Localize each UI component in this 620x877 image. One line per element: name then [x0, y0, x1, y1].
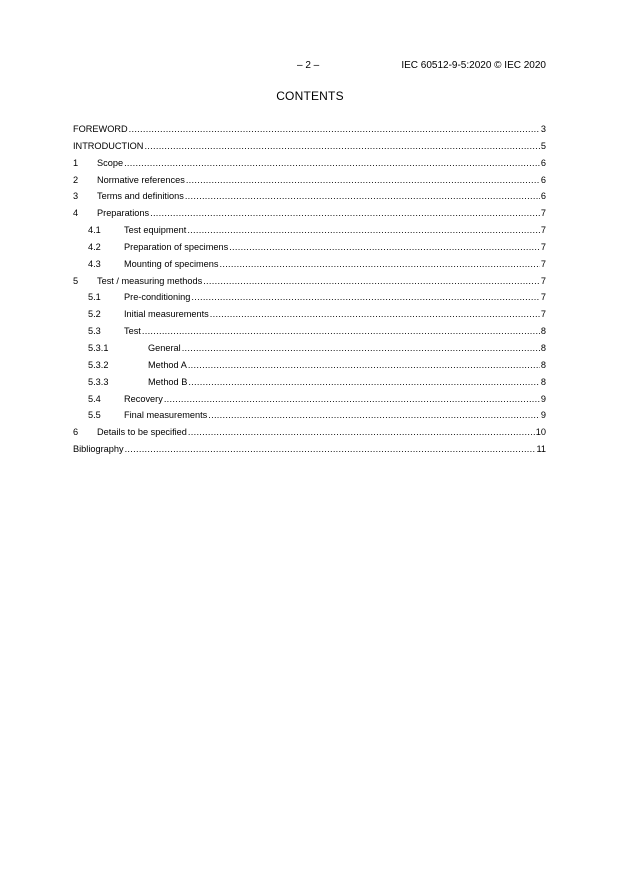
toc-entry-page: 7	[540, 258, 546, 269]
toc-entry-number: 2	[73, 174, 79, 185]
toc-entry-title: Details to be specified	[97, 427, 187, 438]
toc-entry[interactable]	[73, 207, 546, 224]
toc-entry-page: 6	[540, 157, 546, 168]
toc-dot-leader	[144, 140, 539, 152]
toc-entry-title: Initial measurements	[124, 309, 209, 320]
toc-entry-number: 5.5	[88, 410, 101, 421]
toc-entry-page: 6	[540, 191, 546, 202]
toc-entry[interactable]	[73, 409, 546, 426]
toc-dot-leader	[129, 123, 540, 135]
toc-entry[interactable]	[73, 275, 546, 292]
table-of-contents	[73, 123, 546, 460]
toc-entry-number: 5.1	[88, 292, 101, 303]
toc-entry-page: 9	[540, 393, 546, 404]
toc-dot-leader	[150, 207, 540, 219]
toc-entry-page: 7	[540, 208, 546, 219]
toc-entry-title: Preparations	[97, 208, 150, 219]
toc-entry-page: 7	[540, 309, 546, 320]
document-id: IEC 60512-9-5:2020 © IEC 2020	[401, 60, 546, 71]
toc-entry-title: Method B	[148, 376, 188, 387]
toc-dot-leader	[164, 393, 540, 405]
toc-dot-leader	[191, 291, 539, 303]
toc-entry[interactable]	[73, 359, 546, 376]
toc-entry-title: Recovery	[124, 393, 163, 404]
toc-dot-leader	[182, 342, 540, 354]
toc-entry-page: 9	[540, 410, 546, 421]
toc-entry-page: 7	[540, 225, 546, 236]
toc-entry-page: 11	[536, 444, 546, 455]
toc-entry-page: 3	[540, 124, 546, 134]
toc-entry[interactable]	[73, 426, 546, 443]
toc-entry-number: 5.4	[88, 393, 101, 404]
toc-entry[interactable]	[73, 224, 546, 241]
toc-dot-leader	[229, 241, 540, 253]
toc-entry-number: 4.1	[88, 225, 101, 236]
toc-entry[interactable]	[73, 174, 546, 191]
toc-dot-leader	[142, 325, 540, 337]
toc-dot-leader	[185, 190, 540, 202]
toc-entry-number: 5.3.2	[88, 359, 109, 370]
toc-entry-number: 4.3	[88, 258, 101, 269]
toc-entry-page: 8	[540, 326, 546, 337]
toc-entry-page: 7	[540, 241, 546, 252]
toc-entry-title: Test equipment	[124, 225, 187, 236]
toc-dot-leader	[208, 409, 540, 421]
toc-entry[interactable]	[73, 443, 546, 460]
toc-entry-page: 10	[535, 427, 546, 438]
toc-dot-leader	[187, 224, 540, 236]
toc-entry-title: Bibliography	[73, 444, 124, 455]
toc-dot-leader	[186, 174, 540, 186]
toc-dot-leader	[125, 443, 536, 455]
toc-entry-number: 4.2	[88, 241, 101, 252]
page-number: – 2 –	[297, 60, 320, 71]
toc-entry[interactable]	[73, 308, 546, 325]
toc-entry-number: 4	[73, 208, 79, 219]
toc-entry-number: 5.3.1	[88, 342, 109, 353]
toc-entry-number: 5.3.3	[88, 376, 109, 387]
toc-entry-title: Test / measuring methods	[97, 275, 203, 286]
toc-entry-title: Normative references	[97, 174, 185, 185]
toc-entry-title: Final measurements	[124, 410, 208, 421]
toc-entry-page: 8	[540, 359, 546, 370]
contents-title: CONTENTS	[276, 89, 344, 103]
toc-dot-leader	[210, 308, 540, 320]
toc-entry-page: 7	[540, 275, 546, 286]
toc-entry-title: FOREWORD	[73, 124, 128, 134]
toc-entry[interactable]	[73, 241, 546, 258]
toc-entry[interactable]	[73, 190, 546, 207]
toc-entry-number: 5.3	[88, 326, 101, 337]
toc-dot-leader	[219, 258, 539, 270]
toc-entry-title: Test	[124, 326, 141, 337]
toc-entry[interactable]	[73, 342, 546, 359]
toc-entry-page: 7	[540, 292, 546, 303]
toc-entry[interactable]	[73, 123, 546, 140]
toc-entry-title: INTRODUCTION	[73, 140, 144, 151]
toc-entry[interactable]	[73, 258, 546, 275]
toc-entry-number: 5.2	[88, 309, 101, 320]
toc-dot-leader	[203, 275, 540, 287]
toc-entry-title: Mounting of specimens	[124, 258, 219, 269]
toc-entry-number: 1	[73, 157, 79, 168]
toc-entry-title: Method A	[148, 359, 187, 370]
toc-entry-page: 8	[540, 376, 546, 387]
toc-entry[interactable]	[73, 291, 546, 308]
toc-dot-leader	[188, 426, 535, 438]
toc-entry[interactable]	[73, 393, 546, 410]
toc-entry-title: Scope	[97, 157, 124, 168]
toc-entry-title: Terms and definitions	[97, 191, 184, 202]
toc-entry-page: 6	[540, 174, 546, 185]
toc-dot-leader	[188, 376, 540, 388]
toc-entry-title: General	[148, 342, 181, 353]
toc-dot-leader	[188, 359, 540, 371]
toc-entry[interactable]	[73, 376, 546, 393]
toc-entry[interactable]	[73, 325, 546, 342]
toc-entry-page: 5	[540, 140, 546, 151]
toc-entry[interactable]	[73, 140, 546, 157]
toc-dot-leader	[124, 157, 540, 169]
toc-entry-page: 8	[540, 342, 546, 353]
toc-entry[interactable]	[73, 157, 546, 174]
toc-entry-number: 6	[73, 427, 79, 438]
toc-entry-title: Pre-conditioning	[124, 292, 191, 303]
toc-entry-number: 3	[73, 191, 79, 202]
toc-entry-title: Preparation of specimens	[124, 241, 229, 252]
toc-entry-number: 5	[73, 275, 79, 286]
